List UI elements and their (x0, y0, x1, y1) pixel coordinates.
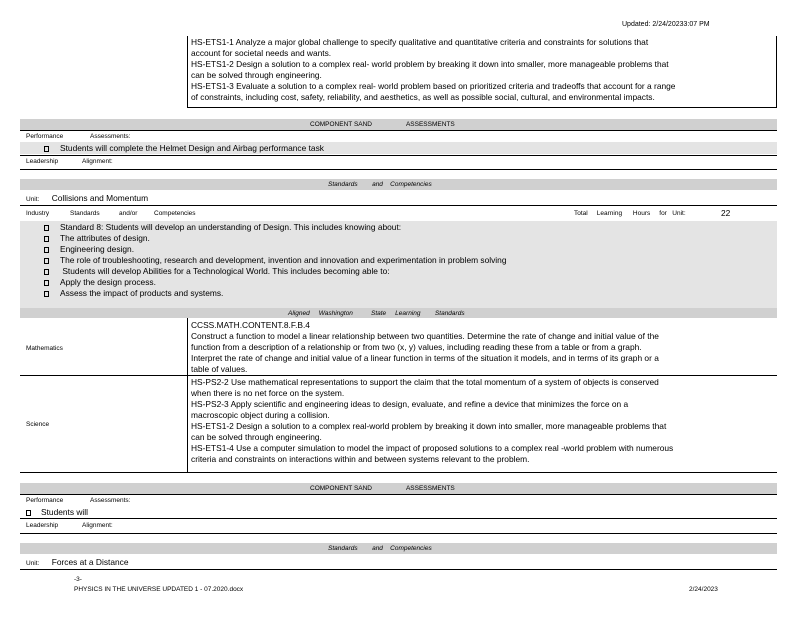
assessment-item (44, 143, 324, 154)
unit-row-2 (26, 557, 129, 569)
leadership-label-2: Leadership (26, 522, 59, 529)
top-standards-block (191, 37, 776, 103)
math-line: Interpret the rate of change and initial value of a linear function in terms of the situation it models, and in terms of its graph or a (191, 353, 659, 363)
industry-label: Industry (26, 210, 50, 217)
standards-label: Standards (70, 210, 100, 217)
standards-competencies-bar (20, 179, 777, 190)
checkbox-icon (44, 247, 49, 253)
unit-label: Unit: (26, 196, 40, 203)
list-item-text: Apply the design process. (60, 277, 156, 287)
assessment-text-2: Students will (41, 507, 89, 517)
footer-filename: PHYSICS IN THE UNIVERSE UPDATED 1 - 07.2020.docx (74, 586, 244, 593)
list-item (44, 288, 506, 299)
unit-row (26, 193, 148, 205)
top-standard-line: HS-ETS1-3 Evaluate a solution to a complex real- world problem based on prioritized criteria and tradeoffs that account for a range (191, 81, 676, 91)
footer-date: 2/24/2023 (689, 586, 718, 593)
leadership-label: Leadership (26, 158, 59, 165)
science-line: criteria and constraints on interactions within and between systems relevant to the problem. (191, 454, 530, 464)
list-item (44, 222, 506, 233)
assessment-text: Students will complete the Helmet Design and Airbag performance task (60, 143, 324, 153)
top-standard-line: can be solved through engineering. (191, 70, 322, 80)
aligned-standards-title: Aligned Washington State Learning Standards (288, 310, 465, 317)
science-line: macroscopic object during a collision. (191, 410, 330, 420)
science-line: HS-PS2-2 Use mathematical representations to support the claim that the total momentum of a system of objects is conserved (191, 377, 659, 387)
list-item (44, 255, 506, 266)
math-line: CCSS.MATH.CONTENT.8.F.B.4 (191, 320, 310, 330)
checkbox-icon (44, 269, 49, 275)
math-line: function from a description of a relationship or from two (x, y) values, including reading these from a table or from a graph. (191, 342, 642, 352)
competencies-label: Competencies (154, 210, 196, 217)
divider (20, 375, 777, 376)
checkbox-icon (44, 280, 49, 286)
checkbox-icon (44, 225, 49, 231)
divider (20, 155, 777, 156)
divider (20, 533, 777, 534)
standards-competencies-title: Standards and Competencies (328, 181, 432, 188)
divider (20, 130, 777, 131)
top-standard-line: account for societal needs and wants. (191, 48, 332, 58)
assessments-label-2: Assessments: (90, 497, 131, 504)
total-hours-value: 22 (721, 208, 731, 218)
list-item-text: Engineering design. (60, 244, 135, 254)
top-standard-line: HS-ETS1-1 Analyze a major global challenge to specify qualitative and quantitative criteria and constraints for solutions that (191, 37, 649, 47)
list-item-text: The role of troubleshooting, research and development, invention and innovation and experimentation in problem solving (60, 255, 507, 265)
divider (20, 518, 777, 519)
list-item (44, 266, 506, 277)
list-item-text: Students will develop Abilities for a Technological World. This includes becoming able to: (60, 266, 390, 276)
components-assessments-bar-2 (20, 483, 777, 494)
top-standard-line: of constraints, including cost, safety, reliability, and aesthetics, as well as possible social, cultural, and environmental impacts. (191, 92, 655, 102)
checkbox-icon (44, 291, 49, 297)
assessments-label: Assessments: (90, 133, 131, 140)
unit-name-2: Forces at a Distance (51, 557, 129, 567)
assessment-item-2 (26, 507, 88, 518)
standards-competencies-bar-2 (20, 543, 777, 554)
top-block-right-border (776, 36, 777, 107)
design-standard-list (44, 222, 506, 299)
list-item (44, 233, 506, 244)
science-line: HS-PS2-3 Apply scientific and engineering ideas to design, evaluate, and refine a device that minimizes the force on a (191, 399, 629, 409)
science-line: HS-ETS1-4 Use a computer simulation to model the impact of proposed solutions to a complex real -world problem with numerous (191, 443, 674, 453)
divider (20, 569, 777, 570)
divider (20, 472, 777, 473)
unit-label-2: Unit: (26, 560, 40, 567)
list-item-text: Standard 8: Students will develop an understanding of Design. This includes knowing about: (60, 222, 402, 232)
components-assessments-title-2: COMPONENT SAND ASSESSMENTS (310, 485, 455, 492)
standards-competencies-title-2: Standards and Competencies (328, 545, 432, 552)
page-number: -3- (74, 576, 82, 583)
math-line: Construct a function to model a linear relationship between two quantities. Determine the rate of change and initial value of the (191, 331, 659, 341)
science-standards-block (191, 377, 776, 465)
checkbox-icon (26, 510, 31, 516)
performance-label: Performance (26, 133, 64, 140)
checkbox-icon (44, 146, 49, 152)
list-item (44, 244, 506, 255)
components-assessments-bar (20, 119, 777, 130)
unit-name: Collisions and Momentum (51, 193, 149, 203)
list-item-text: The attributes of design. (60, 233, 150, 243)
list-item-text: Assess the impact of products and systems. (60, 288, 224, 298)
divider (20, 169, 777, 170)
top-block-bottom-border (187, 107, 777, 108)
list-item (44, 277, 506, 288)
top-standard-line: HS-ETS1-2 Design a solution to a complex real- world problem by breaking it down into smaller, more manageable problems that (191, 59, 669, 69)
science-label: Science (26, 421, 50, 428)
checkbox-icon (44, 258, 49, 264)
checkbox-icon (44, 236, 49, 242)
mathematics-label: Mathematics (26, 345, 63, 352)
aligned-table-divider (187, 318, 188, 472)
andor-label: and/or (119, 210, 138, 217)
components-assessments-title: COMPONENT SAND ASSESSMENTS (310, 121, 455, 128)
alignment-label: Alignment: (82, 158, 113, 165)
alignment-label-2: Alignment: (82, 522, 113, 529)
divider (20, 494, 777, 495)
updated-timestamp: Updated: 2/24/20233:07 PM (622, 21, 710, 28)
top-block-left-border (187, 36, 188, 107)
science-line: can be solved through engineering. (191, 432, 322, 442)
math-standards-block (191, 320, 776, 375)
aligned-standards-bar (20, 308, 777, 318)
math-line: table of values. (191, 364, 248, 374)
performance-label-2: Performance (26, 497, 64, 504)
science-line: when there is no net force on the system. (191, 388, 345, 398)
total-hours-label: Total Learning Hours for Unit: (574, 210, 686, 217)
divider (20, 205, 777, 206)
science-line: HS-ETS1-2 Design a solution to a complex real-world problem by breaking it down into smaller, more manageable problems that (191, 421, 667, 431)
